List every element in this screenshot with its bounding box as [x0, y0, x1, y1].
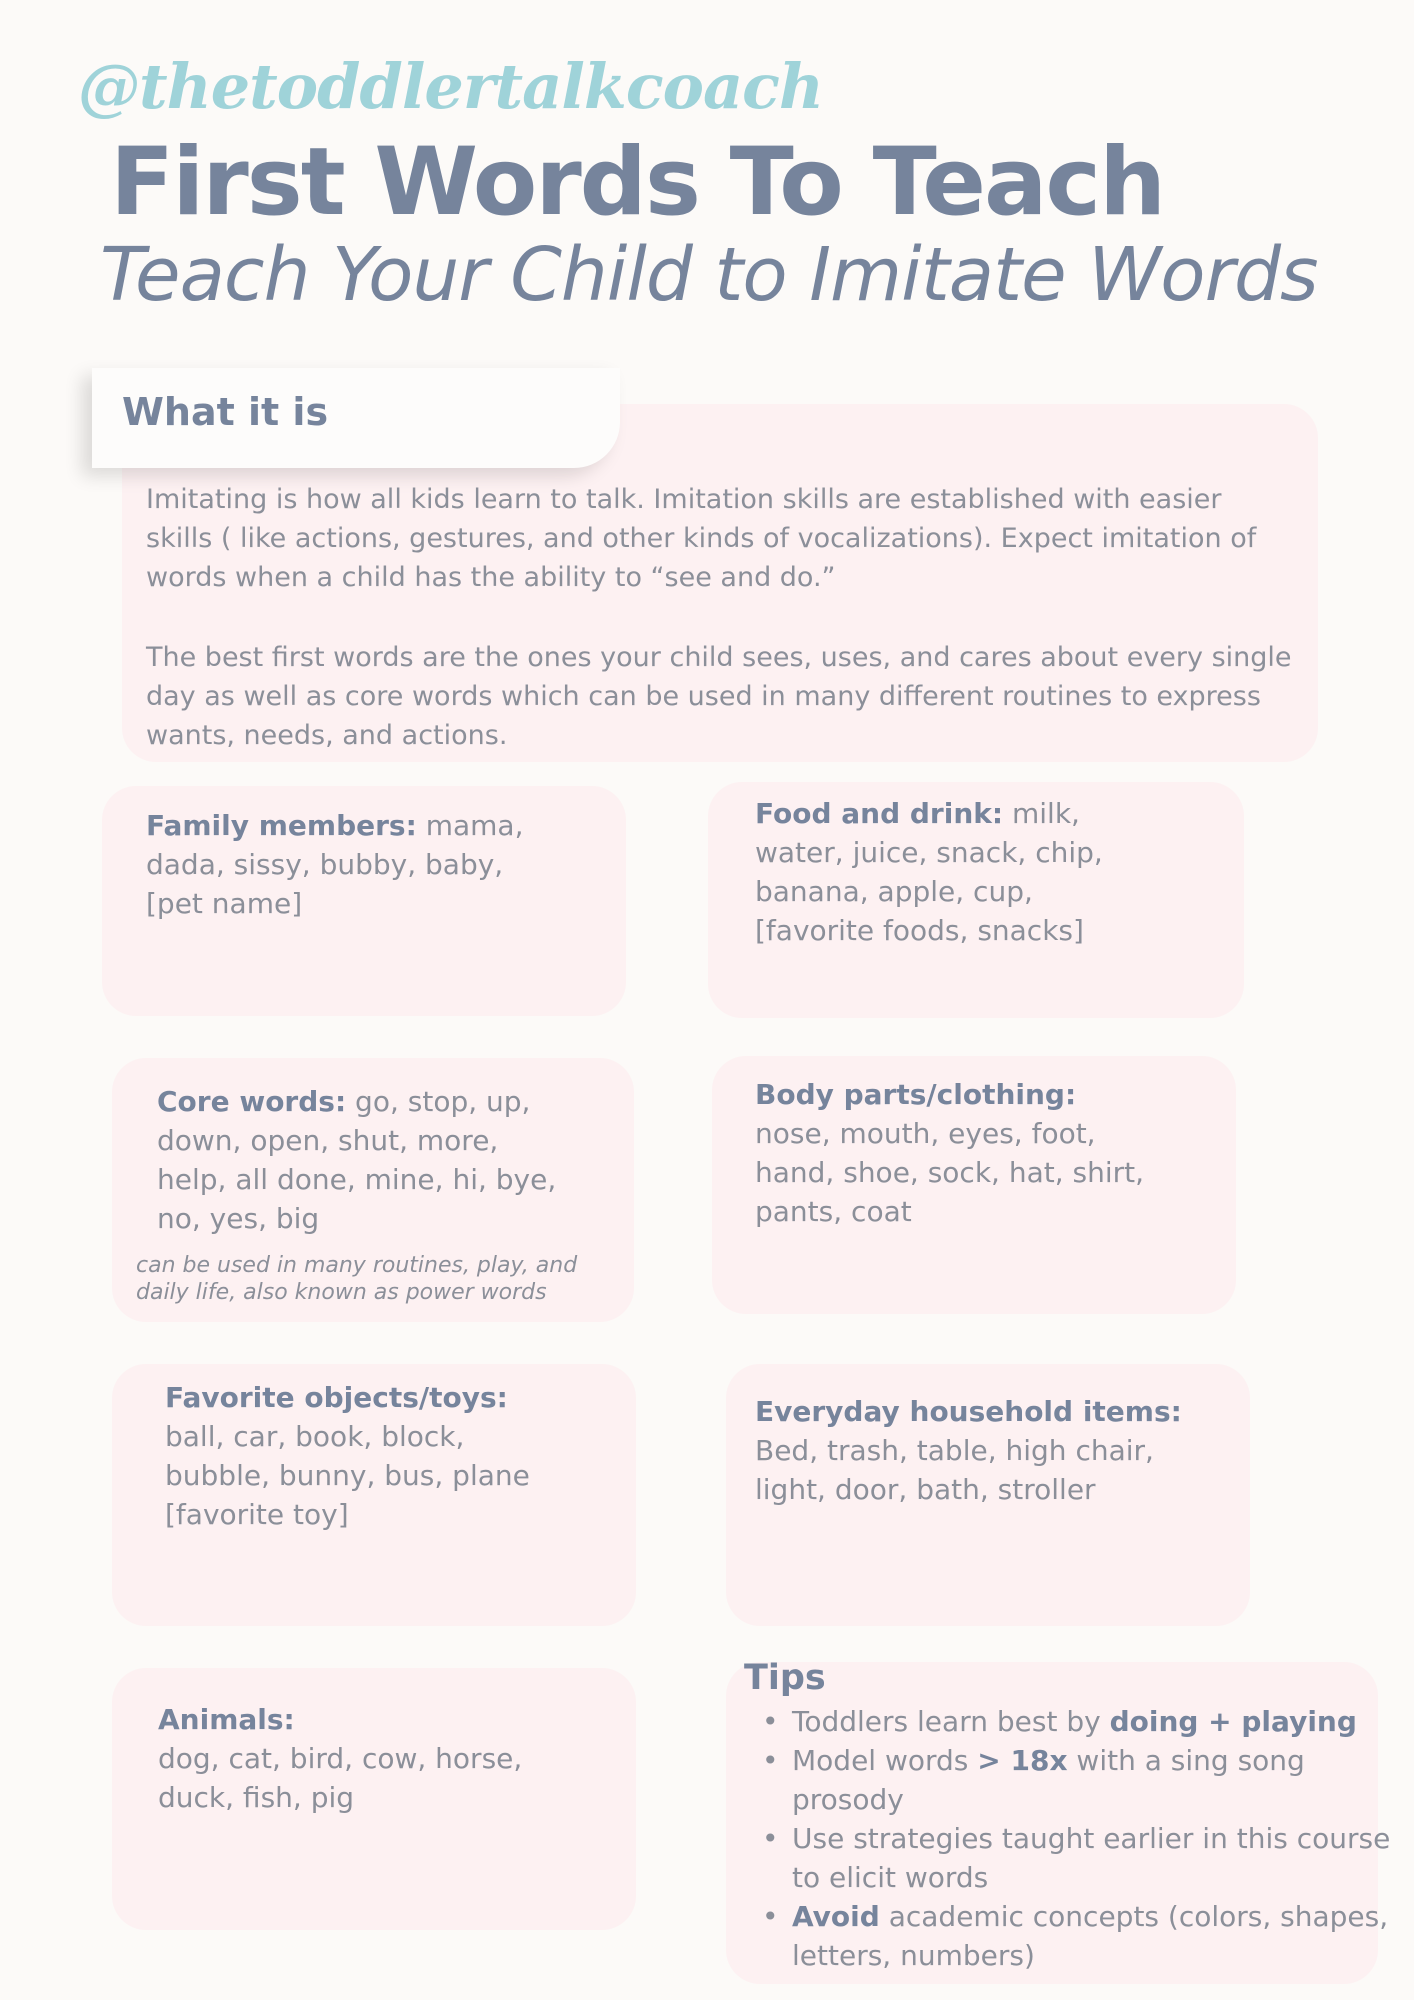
core-words-line: no, yes, big	[157, 1202, 320, 1235]
tip-text: Use strategies taught earlier in this course to elicit words	[792, 1822, 1391, 1894]
body-parts-line: nose, mouth, eyes, foot,	[755, 1117, 1096, 1150]
section-tab	[92, 368, 620, 468]
body-parts-line: pants, coat	[755, 1195, 912, 1228]
household-line: Bed, trash, table, high chair,	[755, 1434, 1154, 1467]
tip-text: with a sing song prosody	[792, 1744, 1305, 1816]
food-drink-line: [favorite foods, snacks]	[755, 914, 1084, 947]
family-members-line: [pet name]	[146, 887, 303, 920]
tip-emphasis: doing + playing	[1109, 1705, 1357, 1738]
core-words-line: down, open, shut, more,	[157, 1124, 499, 1157]
animals-text	[158, 1700, 522, 1817]
household-line: light, door, bath, stroller	[755, 1473, 1096, 1506]
core-words-line: go, stop, up,	[346, 1085, 531, 1118]
core-words-note-line: can be used in many routines, play, and	[136, 1253, 578, 1278]
intro-paragraph-1: Imitating is how all kids learn to talk. Imitation skills are established with easier skills ( like actions, gestures, and other kinds of vocalizations). Expect imitation of words when a child has the ability to “see and do.”	[146, 484, 1257, 593]
tip-emphasis: > 18x	[977, 1744, 1068, 1777]
tip-emphasis: Avoid	[792, 1900, 880, 1933]
body-parts-label: Body parts/clothing:	[755, 1078, 1077, 1111]
tip-text: academic concepts (colors, shapes, letters, numbers)	[792, 1900, 1389, 1972]
toys-line: bubble, bunny, bus, plane	[165, 1459, 530, 1492]
core-words-note-line: daily life, also known as power words	[136, 1280, 547, 1305]
page-title: First Words To Teach	[110, 128, 1165, 237]
body-parts-line: hand, shoe, sock, hat, shirt,	[755, 1156, 1145, 1189]
household-label: Everyday household items:	[755, 1395, 1182, 1428]
family-members-line: dada, sissy, bubby, baby,	[146, 848, 504, 881]
family-members-text	[146, 806, 523, 923]
food-drink-line: water, juice, snack, chip,	[755, 836, 1103, 869]
tip-item	[752, 1819, 1392, 1897]
food-drink-text	[755, 794, 1103, 950]
core-words-note	[136, 1252, 577, 1306]
family-members-label: Family members:	[146, 809, 417, 842]
brand-handle: @thetoddlertalkcoach	[78, 50, 823, 123]
core-words-label: Core words:	[157, 1085, 347, 1118]
tip-item	[752, 1702, 1392, 1741]
intro-paragraph-2: The best first words are the ones your child sees, uses, and cares about every single day as well as core words which can be used in many different routines to express wants, needs, and actions.	[146, 642, 1292, 751]
tip-item	[752, 1897, 1392, 1975]
core-words-line: help, all done, mine, hi, bye,	[157, 1163, 557, 1196]
toys-label: Favorite objects/toys:	[165, 1381, 508, 1414]
tips-heading: Tips	[744, 1658, 826, 1698]
tips-list	[752, 1702, 1392, 1975]
bullet: •	[762, 1705, 779, 1738]
animals-label: Animals:	[158, 1703, 295, 1736]
toys-text	[165, 1378, 530, 1534]
tip-item	[752, 1741, 1392, 1819]
food-drink-label: Food and drink:	[755, 797, 1004, 830]
bullet: •	[762, 1900, 779, 1933]
section-heading: What it is	[122, 390, 329, 434]
toys-line: [favorite toy]	[165, 1498, 349, 1531]
food-drink-line: banana, apple, cup,	[755, 875, 1033, 908]
animals-line: duck, fish, pig	[158, 1781, 355, 1814]
toys-line: ball, car, book, block,	[165, 1420, 465, 1453]
body-parts-text	[755, 1075, 1144, 1231]
animals-line: dog, cat, bird, cow, horse,	[158, 1742, 523, 1775]
tip-text: Toddlers learn best by	[792, 1705, 1110, 1738]
family-members-line: mama,	[416, 809, 524, 842]
page-subtitle: Teach Your Child to Imitate Words	[100, 232, 1318, 318]
household-text	[755, 1392, 1182, 1509]
core-words-text	[157, 1082, 556, 1238]
food-drink-line: milk,	[1003, 797, 1080, 830]
bullet: •	[762, 1744, 779, 1777]
bullet: •	[762, 1822, 779, 1855]
tip-text: Model words	[792, 1744, 978, 1777]
